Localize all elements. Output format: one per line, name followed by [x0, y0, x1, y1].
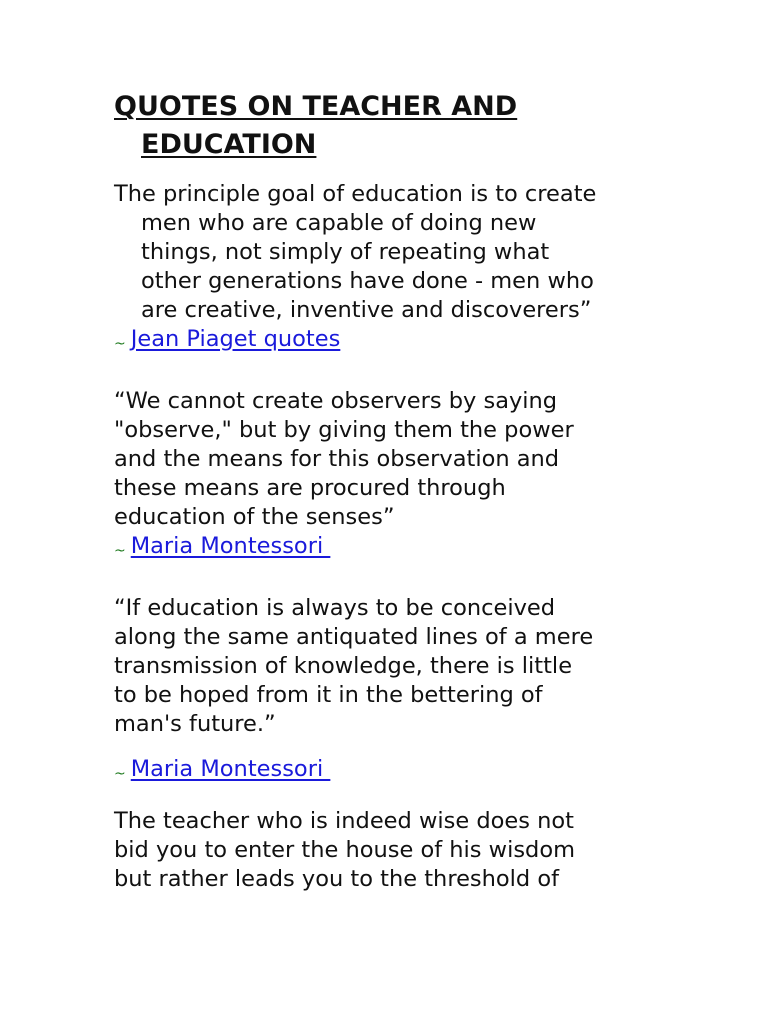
quote-line: “We cannot create observers by saying — [114, 388, 558, 414]
quote-line: men who are capable of doing new — [141, 210, 537, 236]
quote-line: “If education is always to be conceived — [114, 595, 556, 621]
quote-line: bid you to enter the house of his wisdom — [114, 837, 576, 863]
quote-line: are creative, inventive and discoverers” — [141, 297, 592, 323]
title-line-2: EDUCATION — [141, 129, 317, 160]
title-line-1: QUOTES ON TEACHER AND — [114, 91, 518, 122]
author-link-jean-piaget[interactable]: Jean Piaget quotes — [130, 326, 341, 352]
quote-line: education of the senses” — [114, 504, 395, 530]
quote-line: along the same antiquated lines of a mere — [114, 624, 594, 650]
quote-text — [114, 387, 674, 532]
tilde-mark: ~ — [114, 336, 126, 352]
quote-attribution — [114, 532, 674, 566]
quote-block — [114, 594, 674, 789]
quote-line: to be hoped from it in the bettering of — [114, 682, 543, 708]
page-title — [114, 88, 674, 164]
quote-attribution — [114, 755, 674, 789]
tilde-mark: ~ — [114, 543, 126, 559]
quote-line: The teacher who is indeed wise does not — [114, 808, 574, 834]
quote-line: transmission of knowledge, there is little — [114, 653, 573, 679]
quote-text — [114, 594, 674, 739]
quote-block — [114, 807, 674, 894]
tilde-mark: ~ — [114, 766, 126, 782]
quote-line: man's future.” — [114, 711, 276, 737]
quote-line: and the means for this observation and — [114, 446, 560, 472]
quote-line: other generations have done - men who — [141, 268, 594, 294]
author-link-maria-montessori[interactable]: Maria Montessori — [130, 533, 331, 559]
author-link-maria-montessori[interactable]: Maria Montessori — [130, 756, 331, 782]
quote-line: "observe," but by giving them the power — [114, 417, 574, 443]
quote-line: The principle goal of education is to create — [114, 181, 597, 207]
quote-text — [114, 807, 674, 894]
quote-text — [114, 180, 674, 325]
quote-line: things, not simply of repeating what — [141, 239, 550, 265]
quote-line: but rather leads you to the threshold of — [114, 866, 560, 892]
quote-line: these means are procured through — [114, 475, 506, 501]
quote-attribution — [114, 325, 674, 359]
document-page — [114, 88, 674, 894]
quote-block — [114, 180, 674, 359]
quote-block — [114, 387, 674, 566]
